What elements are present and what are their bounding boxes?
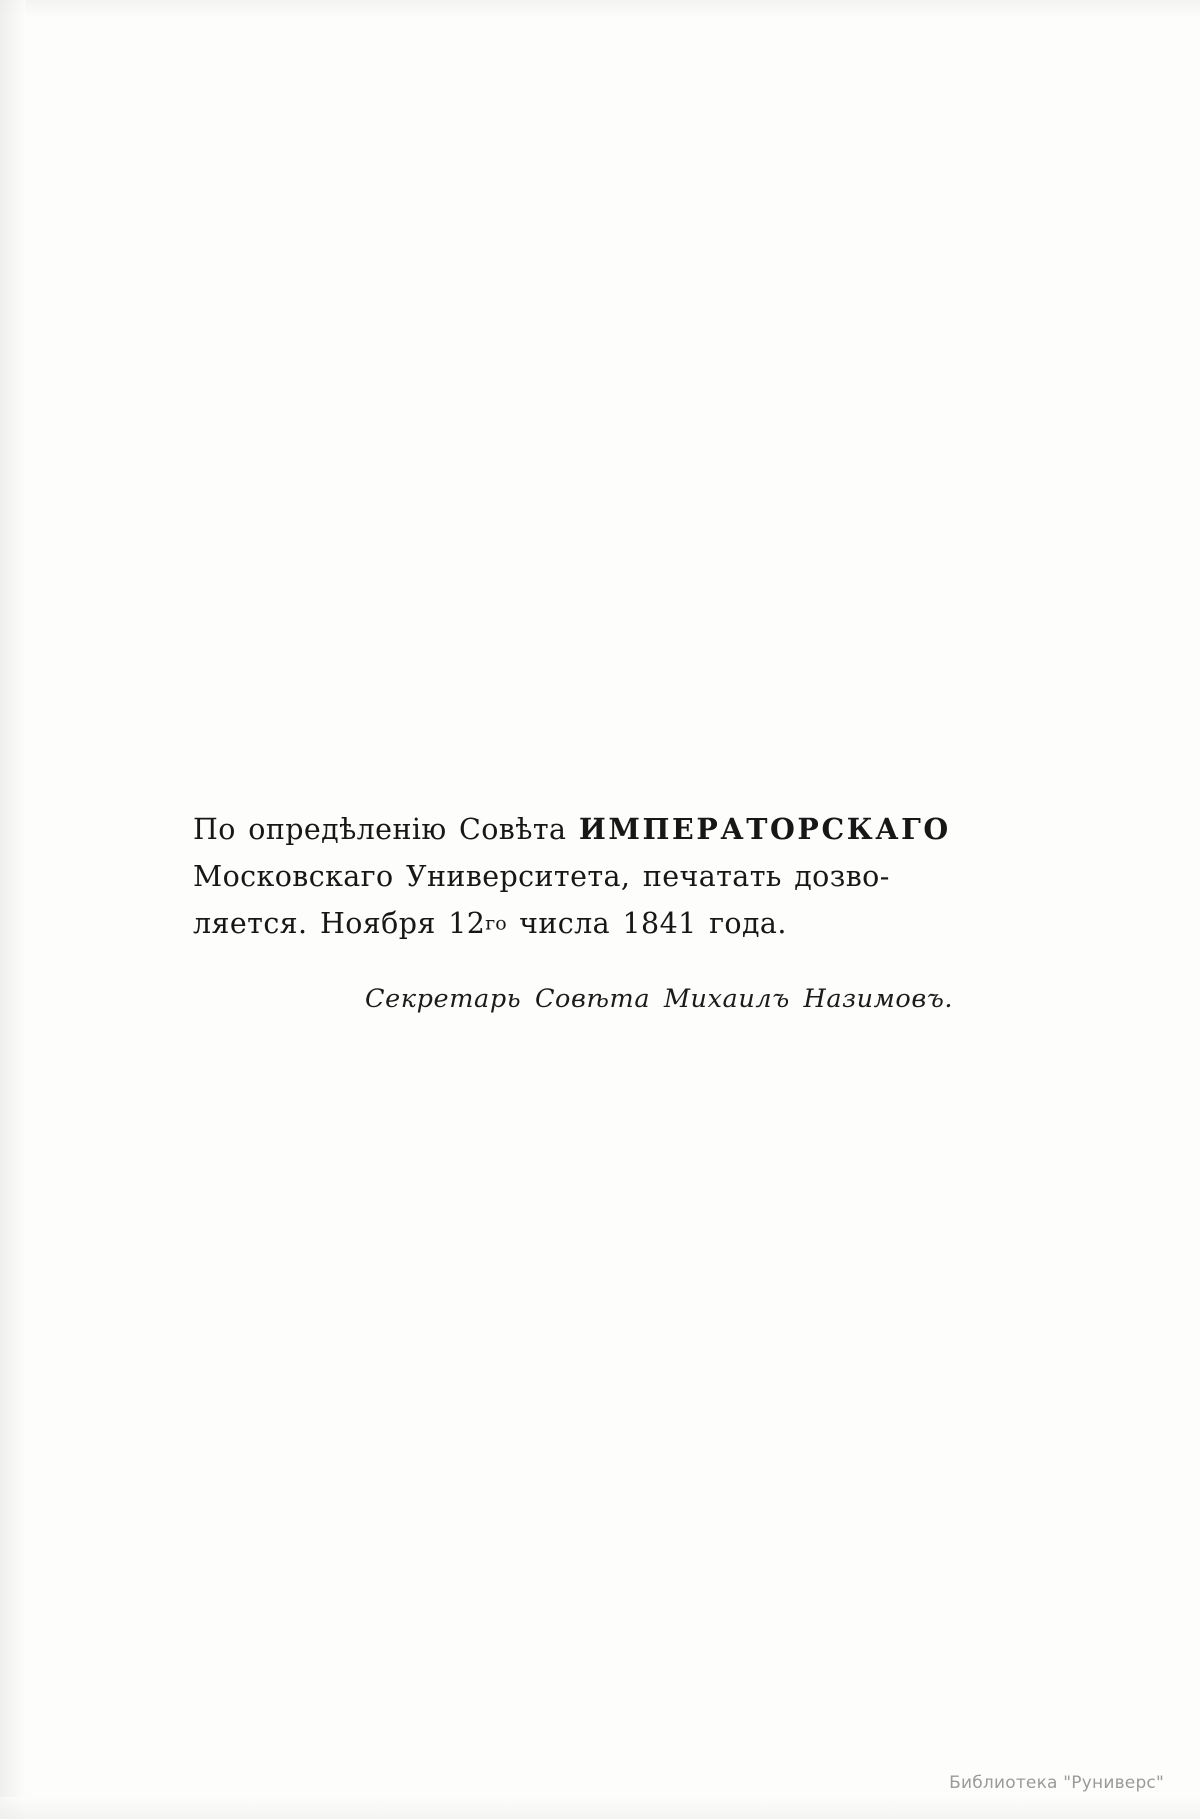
scan-edge-shading-left xyxy=(0,0,26,1819)
scan-edge-shading-top xyxy=(0,0,1200,18)
library-watermark: Библиотека "Руниверс" xyxy=(949,1773,1164,1793)
imprimatur-line-3-a: ляется. Ноября 12 xyxy=(193,907,486,940)
imprimatur-line-1-prefix: По опредѣленію Совѣта xyxy=(193,813,579,846)
imprimatur-line-1 xyxy=(193,806,1013,853)
imprimatur-line-2: Московскаго Университета, печатать дозво- xyxy=(193,860,890,893)
imprimatur-line-3 xyxy=(193,900,1013,948)
imprimatur-line-3-b: числа 1841 года. xyxy=(506,907,787,940)
imprimatur-date-ordinal-suffix: го xyxy=(485,912,507,935)
imprimatur-line-1-caps: ИМПЕРАТОРСКАГО xyxy=(578,812,951,846)
imprimatur-block xyxy=(193,806,1013,948)
secretary-signature-line: Секретарь Совѣта Михаилъ Назимовъ. xyxy=(365,984,954,1014)
scan-edge-shading-bottom xyxy=(0,1797,1200,1819)
